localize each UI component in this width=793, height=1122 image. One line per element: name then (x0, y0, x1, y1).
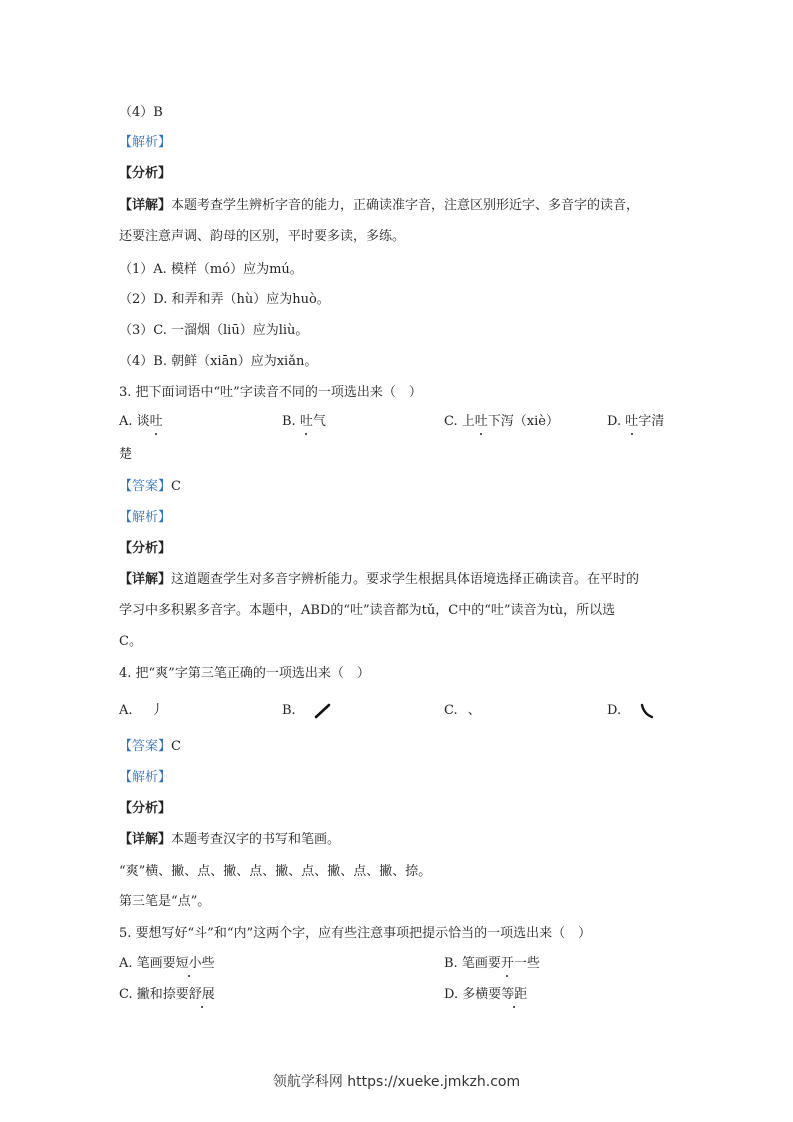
emphasis-char: 等距 (501, 987, 528, 1002)
option-d (607, 413, 664, 431)
emphasis-char: 吐 (299, 414, 313, 429)
option-a (119, 955, 215, 973)
option-text: A. 谈 (119, 414, 150, 429)
detail-text-cont: “爽”横、撇、点、撇、点、撇、点、撇、点、撇、捺。 (119, 864, 432, 879)
answer-line: （4）B (119, 105, 163, 120)
detail-text: 本题考查学生辨析字音的能力，正确读准字音，注意区别形近字、多音字的读音， (171, 198, 640, 213)
option-text: D. (607, 414, 626, 429)
option-letter: B. (282, 703, 296, 718)
detail-text-cont: C。 (119, 634, 142, 649)
analysis-tag: 【解析】 (119, 135, 172, 150)
analysis-tag: 【解析】 (119, 510, 172, 525)
detail-text-cont: 第三笔是“点”。 (119, 894, 211, 909)
stroke-glyph: 丿 (150, 703, 164, 718)
option-text: 下泻（xiè） (487, 414, 559, 429)
option-text: B. 笔画要 (444, 956, 501, 971)
option-text: C. 撇和捺要 (119, 987, 189, 1002)
option-text: B. (282, 414, 300, 429)
detail-paragraph (119, 197, 639, 215)
analysis-tag: 【解析】 (119, 770, 172, 785)
detail-text-cont: 学习中多积累多音字。本题中，ABD的“吐”读音都为tǔ，C中的“吐”读音为tù，所以选 (119, 603, 616, 618)
detail-tag: 【详解】 (119, 572, 172, 587)
option-text: 字清 (638, 414, 665, 429)
question-stem: 4. 把“爽”字第三笔正确的一项选出来（ ） (119, 666, 370, 681)
option-text: C. 上 (444, 414, 475, 429)
answer-tag: 【答案】 (119, 479, 172, 494)
answer-value: C (171, 739, 181, 754)
option-c (444, 413, 559, 431)
option-b (282, 413, 326, 431)
option-text: 气 (312, 414, 326, 429)
option-letter: C. (444, 703, 458, 718)
option-a (119, 413, 163, 431)
detail-text-cont: 还要注意声调、韵母的区别，平时要多读，多练。 (119, 229, 406, 244)
option-letter: D. (607, 703, 622, 718)
emphasis-char: 开 (500, 956, 514, 971)
emphasis-char: 舒展 (188, 987, 215, 1002)
correction-item: （3）C. 一溜烟（liū）应为liù。 (119, 323, 309, 338)
option-c (119, 986, 215, 1004)
answer-line (119, 478, 181, 496)
detail-tag: 【详解】 (119, 832, 172, 847)
fenxi-tag: 【分析】 (119, 166, 172, 181)
correction-item: （4）B. 朝鲜（xiān）应为xiǎn。 (119, 354, 318, 369)
answer-value: C (171, 479, 181, 494)
emphasis-char: 吐 (474, 414, 488, 429)
option-text: 些 (201, 956, 215, 971)
option-d-wrap: 楚 (119, 447, 133, 462)
detail-paragraph (119, 571, 639, 589)
option-b (282, 702, 332, 720)
option-text: 一些 (513, 956, 540, 971)
option-c (444, 702, 481, 720)
stroke-glyph: 、 (467, 703, 481, 718)
detail-text: 本题考查汉字的书写和笔画。 (171, 832, 341, 847)
detail-text: 这道题查学生对多音字辨析能力。要求学生根据具体语境选择正确读音。在平时的 (171, 572, 640, 587)
footer-watermark: 领航学科网 https://xueke.jmkzh.com (272, 1074, 521, 1090)
option-a (119, 702, 164, 720)
option-d (607, 702, 655, 720)
correction-item: （1）A. 模样（mó）应为mú。 (119, 262, 303, 277)
question-stem: 3. 把下面词语中“吐”字读音不同的一项选出来（ ） (119, 385, 422, 400)
rising-stroke-icon (314, 703, 332, 719)
answer-tag: 【答案】 (119, 739, 172, 754)
emphasis-char: 吐 (149, 414, 163, 429)
detail-paragraph (119, 831, 340, 849)
answer-line (119, 738, 181, 756)
fenxi-tag: 【分析】 (119, 801, 172, 816)
option-text: A. 笔画要 (119, 956, 176, 971)
fenxi-tag: 【分析】 (119, 541, 172, 556)
option-d (444, 986, 527, 1004)
long-dot-stroke-icon (639, 703, 655, 719)
option-letter: A. (119, 703, 133, 718)
question-stem: 5. 要想写好“斗”和“内”这两个字，应有些注意事项把提示恰当的一项选出来（ ） (119, 926, 592, 941)
option-text: D. 多横要 (444, 987, 502, 1002)
detail-tag: 【详解】 (119, 198, 172, 213)
correction-item: （2）D. 和弄和弄（hù）应为huò。 (119, 292, 330, 307)
emphasis-char: 短小 (175, 956, 202, 971)
emphasis-char: 吐 (625, 414, 639, 429)
option-b (444, 955, 540, 973)
